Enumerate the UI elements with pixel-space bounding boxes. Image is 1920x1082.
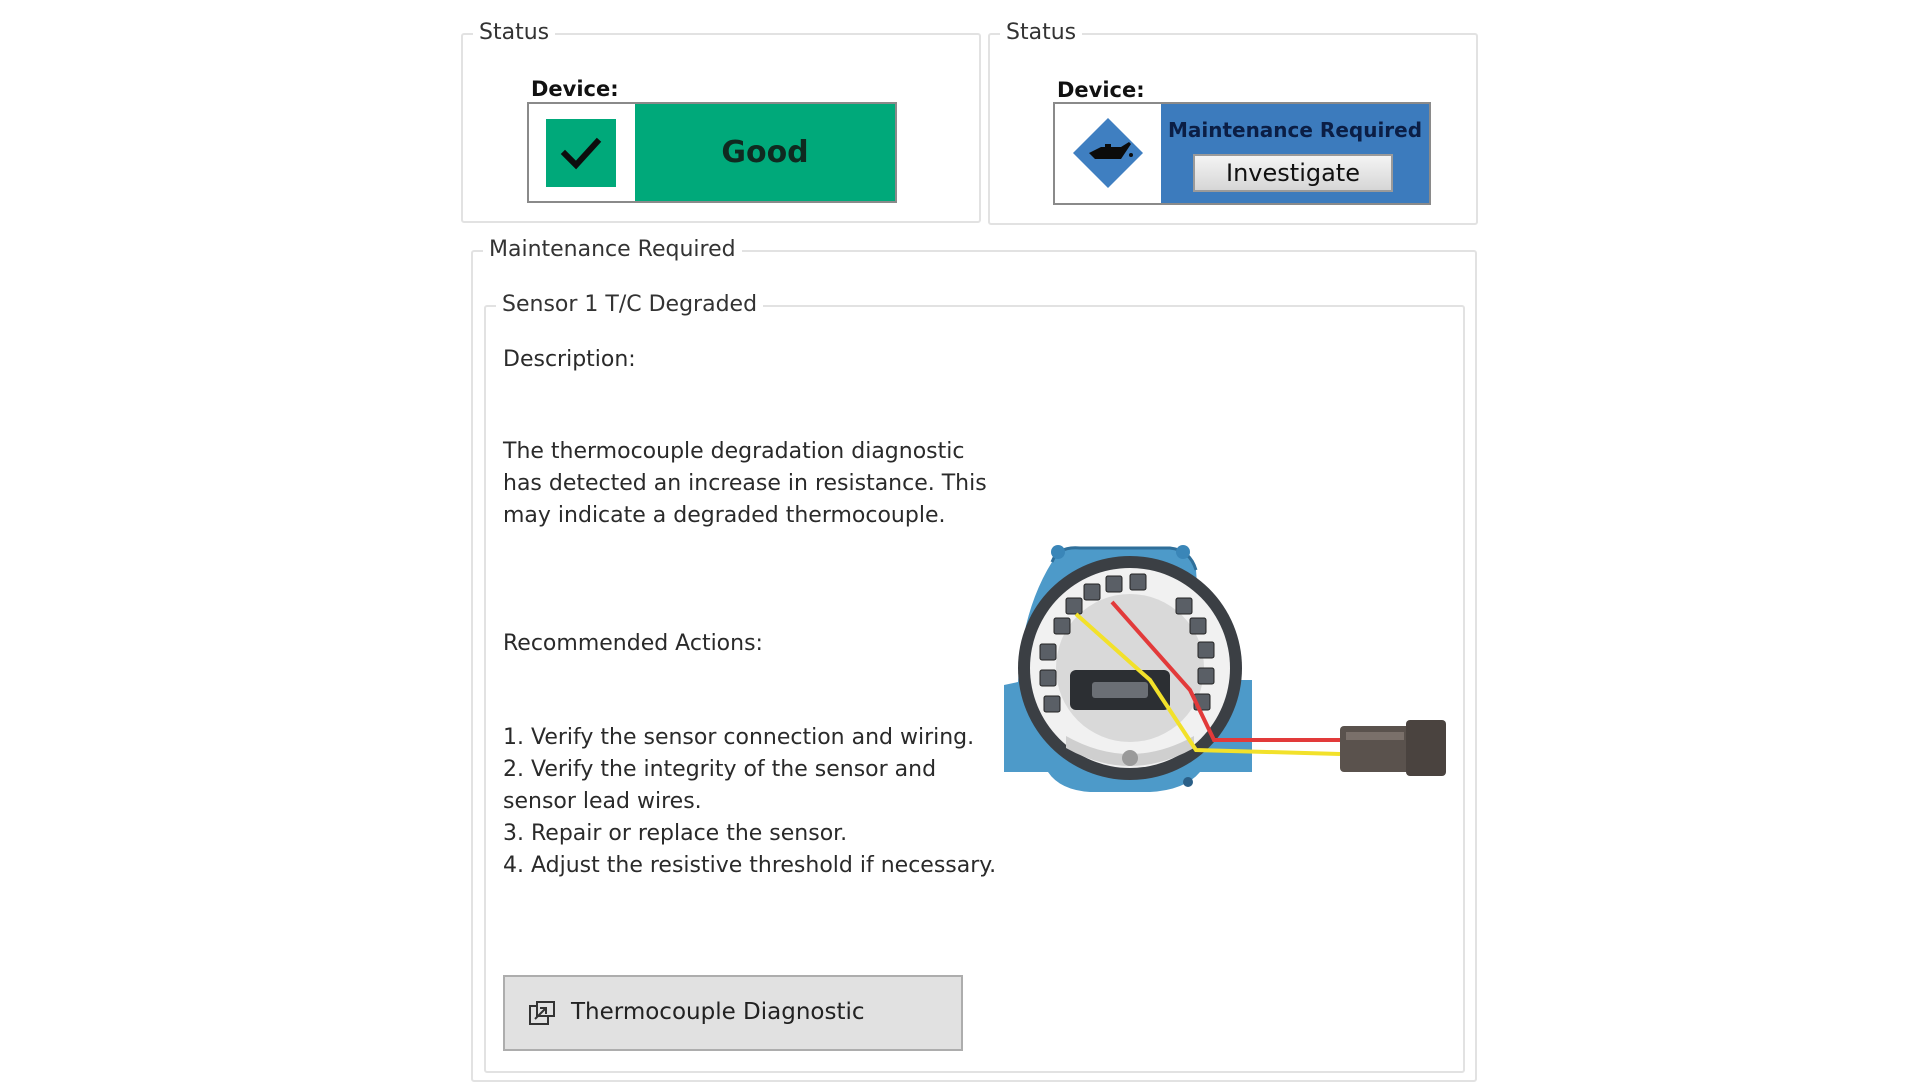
maintenance-band bbox=[1161, 104, 1429, 203]
action-item: 2. Verify the integrity of the sensor and sensor lead wires. bbox=[503, 757, 937, 814]
investigate-button[interactable]: Investigate bbox=[1193, 154, 1393, 192]
device-status-good-tile bbox=[527, 102, 897, 203]
action-item: 1. Verify the sensor connection and wiring. bbox=[503, 725, 975, 750]
device-label-right: Device: bbox=[1057, 78, 1145, 102]
device-status-maintenance-tile bbox=[1053, 102, 1431, 205]
maintenance-legend: Maintenance Required bbox=[483, 237, 742, 263]
actions-list bbox=[503, 722, 996, 882]
sensor-alert-legend: Sensor 1 T/C Degraded bbox=[496, 292, 763, 318]
action-item: 4. Adjust the resistive threshold if necessary. bbox=[503, 853, 997, 878]
status-text-maintenance: Maintenance Required bbox=[1167, 118, 1423, 142]
status-legend-right: Status bbox=[1000, 20, 1082, 46]
device-label: Device: bbox=[531, 77, 619, 101]
temperature-transmitter-illustration bbox=[1000, 540, 1450, 805]
description-label: Description: bbox=[503, 347, 636, 372]
thermocouple-diagnostic-label: Thermocouple Diagnostic bbox=[571, 999, 865, 1025]
status-legend: Status bbox=[473, 20, 555, 46]
actions-label: Recommended Actions: bbox=[503, 631, 763, 656]
status-text-good: Good bbox=[635, 104, 895, 201]
external-launch-icon bbox=[527, 999, 557, 1033]
description-text: The thermocouple degradation diagnostic has detected an increase in resistance. This may indicate a degraded thermocouple. bbox=[503, 439, 987, 528]
thermocouple-diagnostic-button[interactable] bbox=[503, 975, 963, 1051]
action-item: 3. Repair or replace the sensor. bbox=[503, 821, 848, 846]
checkmark-icon bbox=[546, 119, 616, 187]
oil-can-diamond-icon bbox=[1055, 104, 1161, 203]
